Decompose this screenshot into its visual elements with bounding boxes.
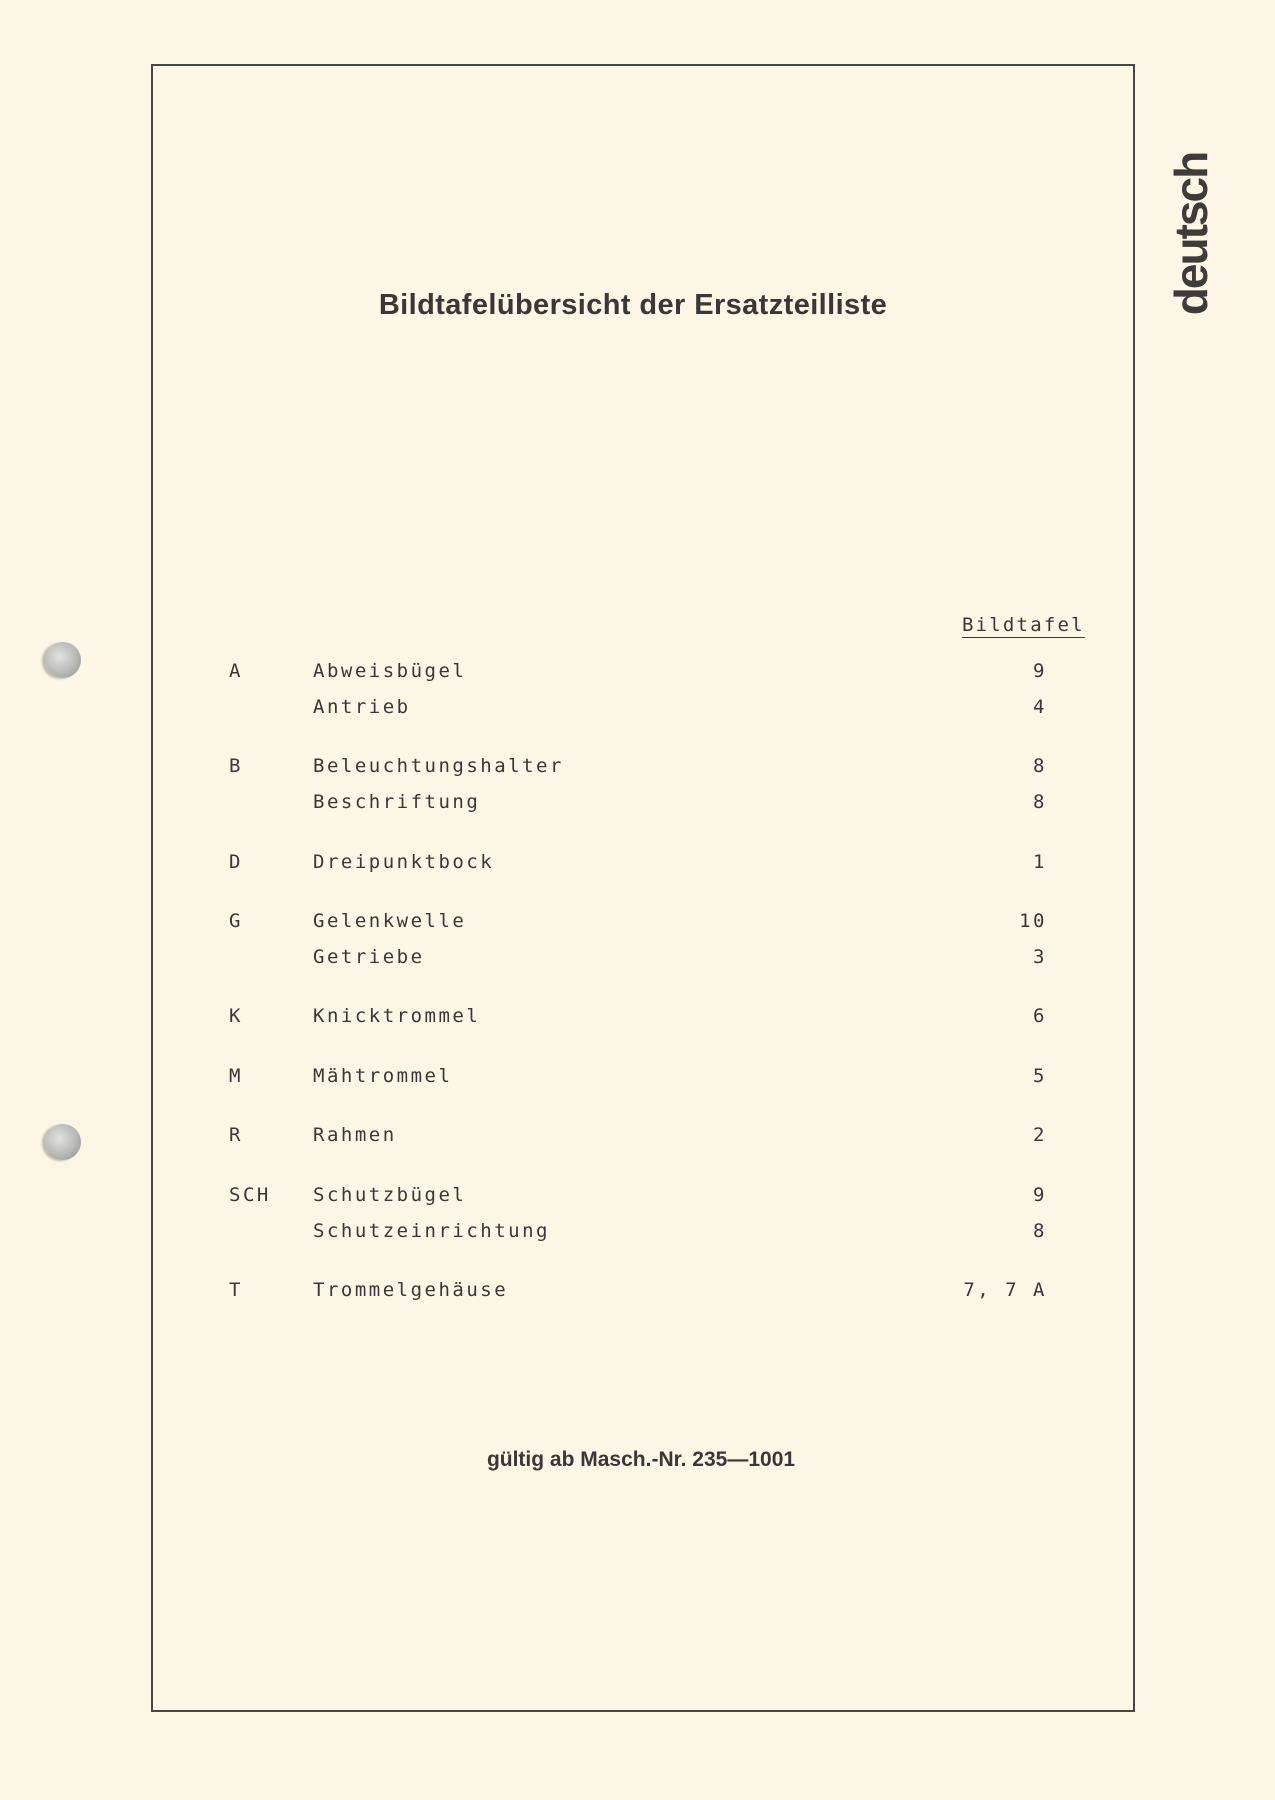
section-letter: G [229,910,243,932]
plate-number: 7, 7 A [963,1279,1047,1301]
list-item [0,755,1275,783]
section-letter: B [229,755,243,777]
section-letter: K [229,1005,243,1027]
list-item [0,1184,1275,1212]
list-item [0,696,1275,724]
column-header-bildtafel: Bildtafel [962,614,1085,636]
plate-number: 5 [1033,1065,1047,1087]
plate-number: 8 [1033,755,1047,777]
part-group-name: Schutzbügel [313,1184,467,1206]
section-letter: R [229,1124,243,1146]
part-group-name: Beleuchtungshalter [313,755,564,777]
section-letter: D [229,851,243,873]
part-group-name: Trommelgehäuse [313,1279,509,1301]
plate-number: 6 [1033,1005,1047,1027]
language-label: deutsch [1165,152,1217,316]
list-item [0,1220,1275,1248]
list-item [0,1005,1275,1033]
part-group-name: Mähtrommel [313,1065,453,1087]
part-group-name: Gelenkwelle [313,910,467,932]
list-item [0,1124,1275,1152]
part-group-name: Schutzeinrichtung [313,1220,550,1242]
list-item [0,910,1275,938]
plate-number: 2 [1033,1124,1047,1146]
part-group-name: Antrieb [313,696,411,718]
section-letter: M [229,1065,243,1087]
plate-number: 10 [1019,910,1047,932]
section-letter: A [229,660,243,682]
plate-number: 9 [1033,660,1047,682]
plate-number: 1 [1033,851,1047,873]
list-item [0,791,1275,819]
part-group-name: Getriebe [313,946,425,968]
plate-number: 3 [1033,946,1047,968]
list-item [0,851,1275,879]
list-item [0,1279,1275,1307]
list-item [0,1065,1275,1093]
part-group-name: Beschriftung [313,791,481,813]
section-letter: T [229,1279,243,1301]
plate-number: 8 [1033,1220,1047,1242]
part-group-name: Dreipunktbock [313,851,495,873]
validity-note: gültig ab Masch.-Nr. 235—1001 [486,1448,796,1471]
plate-number: 8 [1033,791,1047,813]
part-group-name: Rahmen [313,1124,397,1146]
page-title: Bildtafelübersicht der Ersatzteilliste [378,289,888,321]
plate-number: 4 [1033,696,1047,718]
plate-number: 9 [1033,1184,1047,1206]
part-group-name: Knicktrommel [313,1005,481,1027]
part-group-name: Abweisbügel [313,660,467,682]
list-item [0,660,1275,688]
section-letter: SCH [229,1184,271,1206]
list-item [0,946,1275,974]
